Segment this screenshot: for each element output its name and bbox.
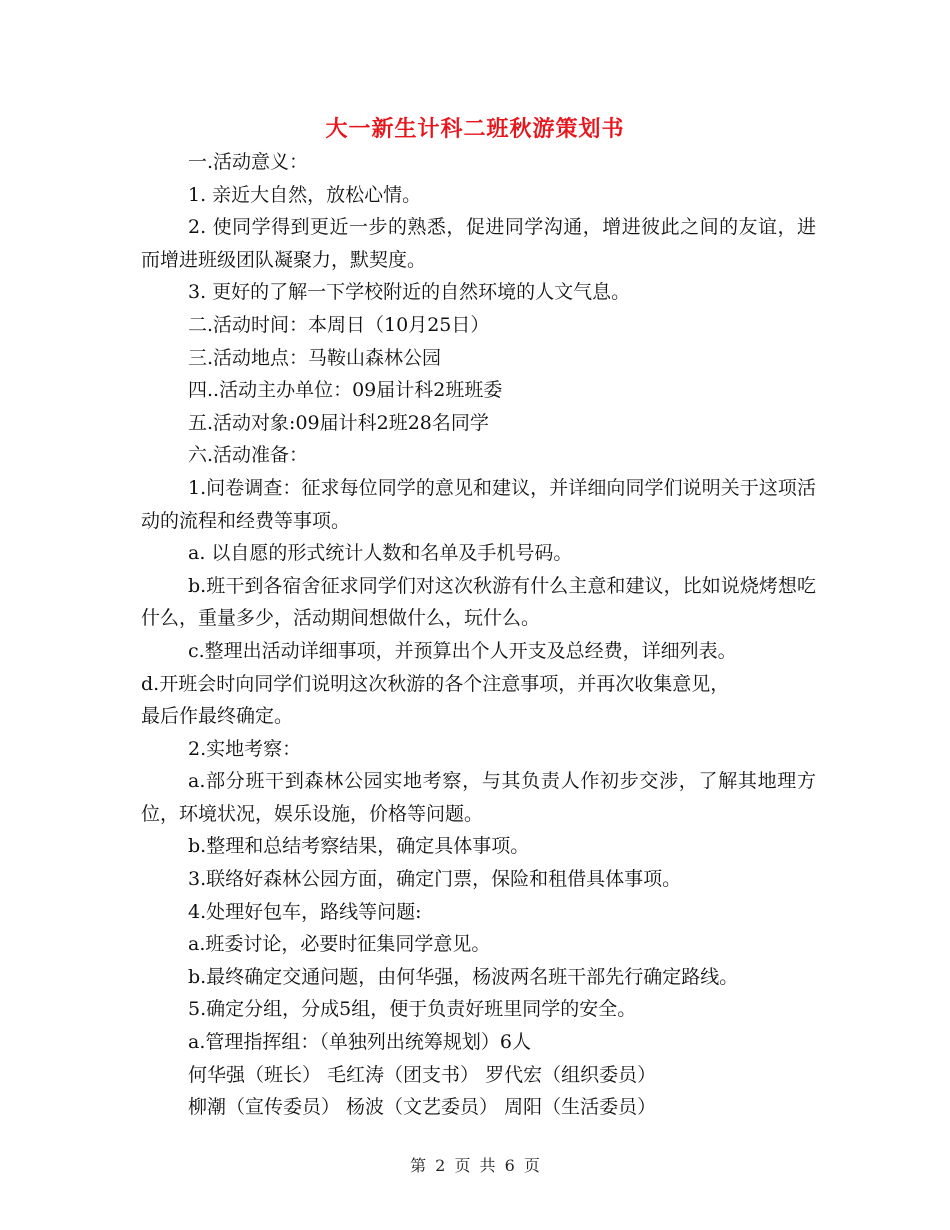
document-title: 大一新生计科二班秋游策划书: [325, 116, 625, 142]
section-heading-time: 二.活动时间：本周日（10月25日）: [188, 313, 490, 336]
paragraph-line: 3. 更好的了解一下学校附近的自然环境的人文气息。: [188, 281, 631, 304]
section-heading-participants: 五.活动对象:09届计科2班28名同学: [188, 411, 489, 434]
paragraph-line: 最后作最终确定。: [141, 705, 294, 728]
paragraph-line: a. 以自愿的形式统计人数和名单及手机号码。: [188, 542, 573, 565]
paragraph-line: d.开班会时向同学们说明这次秋游的各个注意事项，并再次收集意见，: [141, 672, 730, 695]
paragraph-line: c.整理出活动详细事项，并预算出个人开支及总经费，详细列表。: [188, 639, 737, 662]
section-heading-preparation: 六.活动准备：: [188, 444, 309, 467]
paragraph-line: 1. 亲近大自然，放松心情。: [188, 183, 422, 206]
paragraph-line: 4.处理好包车，路线等问题:: [188, 900, 422, 923]
paragraph: 1.问卷调查：征求每位同学的意见和建议，并详细向同学们说明关于这项活动的流程和经费等事项。: [141, 476, 816, 532]
paragraph-line: b.最终确定交通问题，由何华强，杨波两名班干部先行确定路线。: [188, 965, 739, 988]
paragraph-line: 3.联络好森林公园方面，确定门票，保险和租借具体事项。: [188, 868, 682, 891]
paragraph: a.部分班干到森林公园实地考察，与其负责人作初步交涉，了解其地理方位，环境状况，娱乐设施，价格等问题。: [141, 770, 816, 825]
page-number-footer: 第 2 页 共 6 页: [410, 1156, 540, 1175]
paragraph-line: b.整理和总结考察结果，确定具体事项。: [188, 835, 530, 858]
section-heading-location: 三.活动地点：马鞍山森林公园: [188, 346, 442, 369]
member-list-line: 柳潮（宣传委员） 杨波（文艺委员） 周阳（生活委员）: [188, 1096, 657, 1119]
section-heading-significance: 一.活动意义：: [188, 151, 309, 173]
paragraph-line: 5.确定分组，分成5组，便于负责好班里同学的安全。: [188, 998, 637, 1021]
paragraph-line: a.班委讨论，必要时征集同学意见。: [188, 933, 491, 956]
paragraph-line: a.管理指挥组：（单独列出统筹规划）6人: [188, 1031, 531, 1054]
member-list-line: 何华强（班长） 毛红涛（团支书） 罗代宏（组织委员）: [188, 1063, 657, 1086]
section-heading-organizer: 四..活动主办单位：09届计科2班班委: [188, 379, 503, 402]
subsection-heading-site-visit: 2.实地考察：: [188, 737, 302, 760]
paragraph: 2. 使同学得到更近一步的熟悉，促进同学沟通，增进彼此之间的友谊，进而增进班级团队凝聚力，默契度。: [141, 216, 816, 271]
document-body: [141, 146, 816, 1124]
paragraph: b.班干到各宿舍征求同学们对这次秋游有什么主意和建议，比如说烧烤想吃什么，重量多少，活动期间想做什么，玩什么。: [141, 574, 816, 630]
